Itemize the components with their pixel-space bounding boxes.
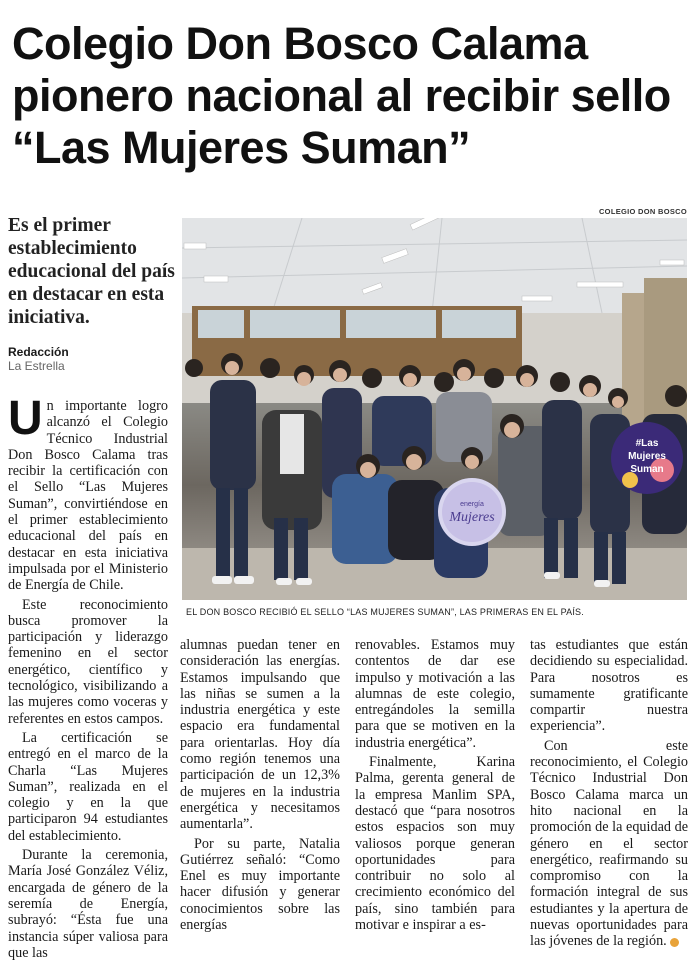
article-paragraph: alumnas puedan tener en consideración las energías. Estamos impulsando que las niñas se sumen a la industria energética y este espacio era fundamental para orientarlas. Hoy día como región tenemos una participación de un 12,3% de mujeres en la industria energética y necesitamos aumentarla”. — [180, 637, 340, 833]
sign-center-main: Mujeres — [449, 510, 495, 525]
byline-publication: La Estrella — [8, 359, 65, 373]
paragraph-text: n importante logro alcanzó el Colegio Técnico Industrial Don Bosco Calama tras recibir la certificación con el Sello “Las Mujeres Suman”, convirtiéndose en el primer establecimiento educacional del país en destacar en esta iniciativa impulsada por el Ministerio de Energía de Chile. — [8, 398, 168, 594]
byline — [8, 345, 69, 373]
deck-subtitle: Es el primer establecimiento educacional del país en destacar en esta iniciativa. — [8, 215, 175, 328]
paragraph-text: Con este reconocimiento, el Colegio Técnico Industrial Don Bosco Calama marca un hito nacional en la promoción de la equidad de género en el sector energético, reafirmando su compromiso con la formación integral de sus estudiantes y la apertura de nuevas oportunidades para las jóvenes de la región. — [530, 737, 688, 950]
article-column-2 — [180, 637, 340, 936]
article-paragraph: Durante la ceremonia, María José González Véliz, encargada de género de la seremía de Energía, subrayó: “Ésta fue una instancia súper valiosa para que las — [8, 847, 168, 961]
sign-right-line3: Suman — [630, 464, 664, 475]
headline: Colegio Don Bosco Calama pionero nacional al recibir sello “Las Mujeres Suman” — [12, 18, 671, 173]
sign-right-line1: #Las — [635, 438, 659, 449]
photo-credit: COLEGIO DON BOSCO — [598, 207, 687, 216]
article-paragraph — [8, 392, 168, 594]
sign-center-top: energía — [460, 501, 484, 508]
byline-author: Redacción — [8, 345, 69, 359]
article-column-1 — [8, 392, 168, 964]
article-paragraph: Finalmente, Karina Palma, gerenta general de la empresa Manlim SPA, destacó que “para nosotros estos espacios son muy valiosos porque generan oportunidades para contribuir no solo al crecimiento económico del país, sino también para motivar e inspirar a es- — [355, 754, 515, 934]
article-column-3 — [355, 637, 515, 936]
end-of-article-icon — [670, 938, 679, 947]
article-column-4 — [530, 637, 688, 953]
sign-right-line2: Mujeres — [628, 451, 666, 462]
article-paragraph: tas estudiantes que están decidiendo su especialidad. Para nosotros es sumamente gratificante compartir nuestra experiencia”. — [530, 637, 688, 735]
group-photo — [182, 218, 687, 600]
article-paragraph: La certificación se entregó en el marco de la Charla “Las Mujeres Suman”, realizada en el colegio y en la que participaron 94 estudiantes del establecimiento. — [8, 729, 168, 844]
article-paragraph: renovables. Estamos muy contentos de dar ese impulso y motivación a las alumnas de este colegio, entregándoles la semilla para que se motiven en la industria energética”. — [355, 637, 515, 751]
group-photo-illustration — [182, 218, 687, 600]
article-paragraph — [530, 738, 688, 950]
article-paragraph: Por su parte, Natalia Gutiérrez señaló: “Como Enel es muy importante hacer difusión y generar conocimientos sobre las energías — [180, 835, 340, 934]
photo-caption: EL DON BOSCO RECIBIÓ EL SELLO “LAS MUJERES SUMAN”, LAS PRIMERAS EN EL PAÍS. — [186, 607, 584, 617]
drop-cap: U — [8, 392, 43, 445]
article-paragraph: Este reconocimiento busca promover la participación y liderazgo femenino en el sector energético, científico y tecnológico, visibilizando a las mujeres como voceras y referentes en estos campos. — [8, 596, 168, 727]
